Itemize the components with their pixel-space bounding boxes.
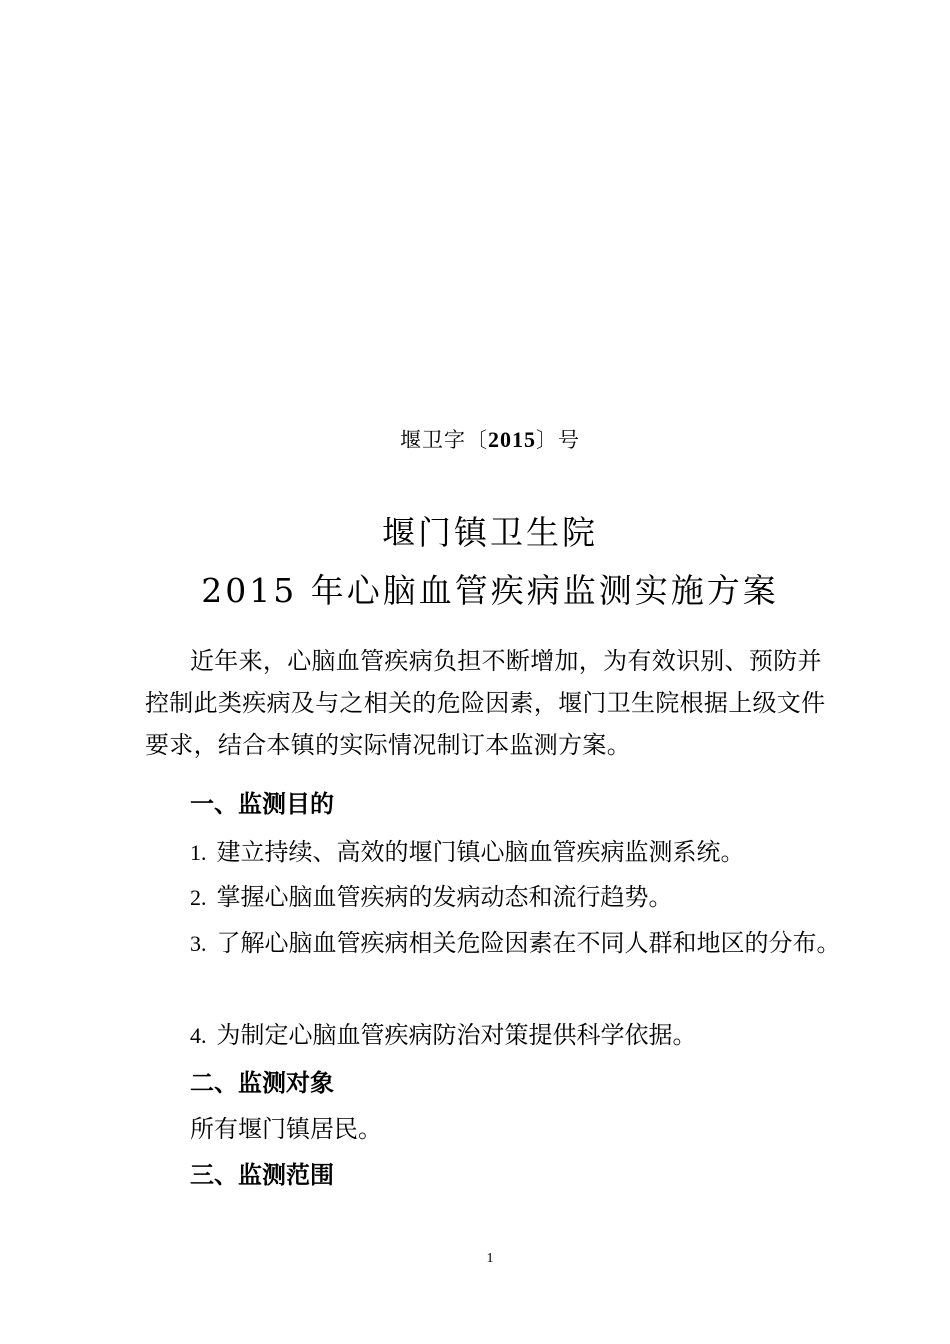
list-item xyxy=(145,1013,845,1058)
item-text: 掌握心脑血管疾病的发病动态和流行趋势。 xyxy=(216,883,673,911)
item-text: 建立持续、高效的堰门镇心脑血管疾病监测系统。 xyxy=(216,838,745,866)
section-3-heading: 三、监测范围 xyxy=(190,1161,334,1189)
section-2-text: 所有堰门镇居民。 xyxy=(190,1115,382,1143)
section-1-heading: 一、监测目的 xyxy=(190,790,334,818)
item-number: 1. xyxy=(190,840,207,865)
doc-number-prefix: 堰卫字〔 xyxy=(400,428,488,452)
intro-text: 近年来，心脑血管疾病负担不断增加，为有效识别、预防并控制此类疾病及与之相关的危险因素，堰门卫生院根据上级文件要求，结合本镇的实际情况制订本监测方案。 xyxy=(145,647,826,759)
item-number: 4. xyxy=(190,1023,207,1048)
document-number xyxy=(0,424,950,454)
intro-paragraph xyxy=(145,640,845,766)
item-text: 为制定心脑血管疾病防治对策提供科学依据。 xyxy=(216,1021,697,1049)
doc-number-year: 2015 xyxy=(488,427,536,452)
item-text: 了解心脑血管疾病相关危险因素在不同人群和地区的分布。 xyxy=(216,929,841,957)
title-plan: 2015 年心脑血管疾病监测实施方案 xyxy=(201,571,779,610)
item-number: 3. xyxy=(190,931,207,956)
item-number: 2. xyxy=(190,885,207,910)
list-item xyxy=(145,921,845,966)
doc-number-suffix: 〕号 xyxy=(536,428,580,452)
page-number: 1 xyxy=(486,1251,494,1266)
section-2-heading: 二、监测对象 xyxy=(190,1069,334,1097)
list-item xyxy=(145,875,845,920)
list-item xyxy=(145,830,845,875)
title-organization: 堰门镇卫生院 xyxy=(382,513,598,552)
